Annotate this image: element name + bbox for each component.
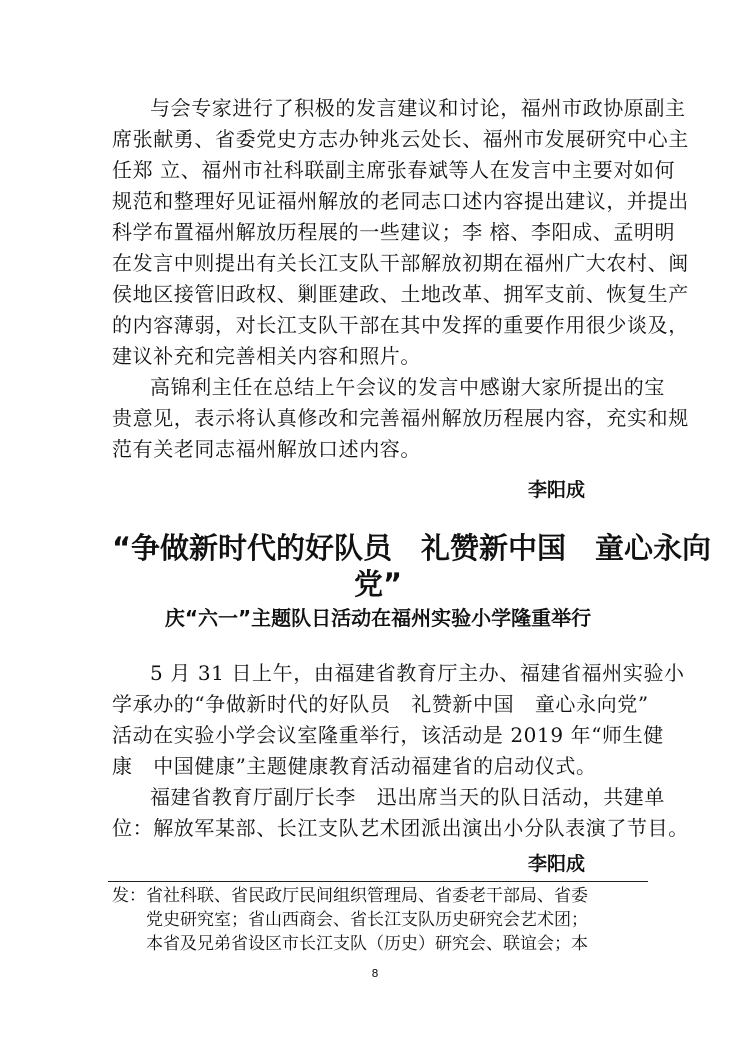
distribution-line: 本省及兄弟省设区市长江支队（历史）研究会、联谊会；本	[112, 934, 588, 954]
text-line: 康 中国健康”主题健康教育活动福建省的启动仪式。	[112, 754, 597, 778]
text-line: 在发言中则提出有关长江支队干部解放初期在福州广大农村、闽	[112, 251, 689, 275]
article1-author: 李阳成	[528, 479, 586, 501]
article2-paragraph-1	[112, 658, 685, 782]
text-line: 建议补充和完善相关内容和照片。	[112, 344, 421, 368]
text-line: 范有关老同志福州解放口述内容。	[112, 437, 421, 461]
text-line: 福建省教育厅副厅长李 迅出席当天的队日活动，共建单	[150, 785, 665, 809]
distribution-line: 党史研究室；省山西商会、省长江支队历史研究会艺术团；	[112, 910, 588, 930]
article2-paragraph-2	[112, 782, 689, 844]
text-line: 席张献勇、省委党史方志办钟兆云处长、福州市发展研究中心主	[112, 127, 689, 151]
distribution-divider	[108, 881, 648, 882]
text-line: 高锦利主任在总结上午会议的发言中感谢大家所提出的宝	[150, 375, 665, 399]
distribution-line: 发：省社科联、省民政厅民间组织管理局、省委老干部局、省委	[112, 886, 588, 906]
title-line: “争做新时代的好队员 礼赞新中国 童心永向	[112, 531, 712, 565]
text-line: 规范和整理好见证福州解放的老同志口述内容提出建议，并提出	[112, 189, 689, 213]
text-line: 位：解放军某部、长江支队艺术团派出演出小分队表演了节目。	[112, 816, 689, 840]
text-line: 与会专家进行了积极的发言建议和讨论，福州市政协原副主	[150, 96, 686, 120]
distribution-list	[112, 884, 652, 956]
article2-author: 李阳成	[528, 853, 586, 875]
text-line: 贵意见，表示将认真修改和完善福州解放历程展内容，充实和规	[112, 406, 689, 430]
text-line: 学承办的“争做新时代的好队员 礼赞新中国 童心永向党”	[112, 692, 649, 716]
text-line: 科学布置福州解放历程展的一些建议；李 榕、李阳成、孟明明	[112, 220, 676, 244]
text-line: 的内容薄弱，对长江支队干部在其中发挥的重要作用很少谈及，	[112, 313, 689, 337]
article2-title	[112, 530, 712, 602]
text-line: 任郑 立、福州市社科联副主席张春斌等人在发言中主要对如何	[112, 158, 676, 182]
article1-paragraph-2	[112, 372, 689, 465]
title-line: 党”	[353, 567, 403, 601]
article1-paragraph-1	[112, 93, 689, 372]
page-number: 8	[371, 967, 379, 980]
text-line: 侯地区接管旧政权、剿匪建政、土地改革、拥军支前、恢复生产	[112, 282, 689, 306]
text-line: 活动在实验小学会议室隆重举行，该活动是 2019 年“师生健	[112, 723, 664, 747]
text-line: 5 月 31 日上午，由福建省教育厅主办、福建省福州实验小	[150, 661, 685, 685]
article2-subtitle: 庆“六一”主题队日活动在福州实验小学隆重举行	[164, 606, 592, 630]
